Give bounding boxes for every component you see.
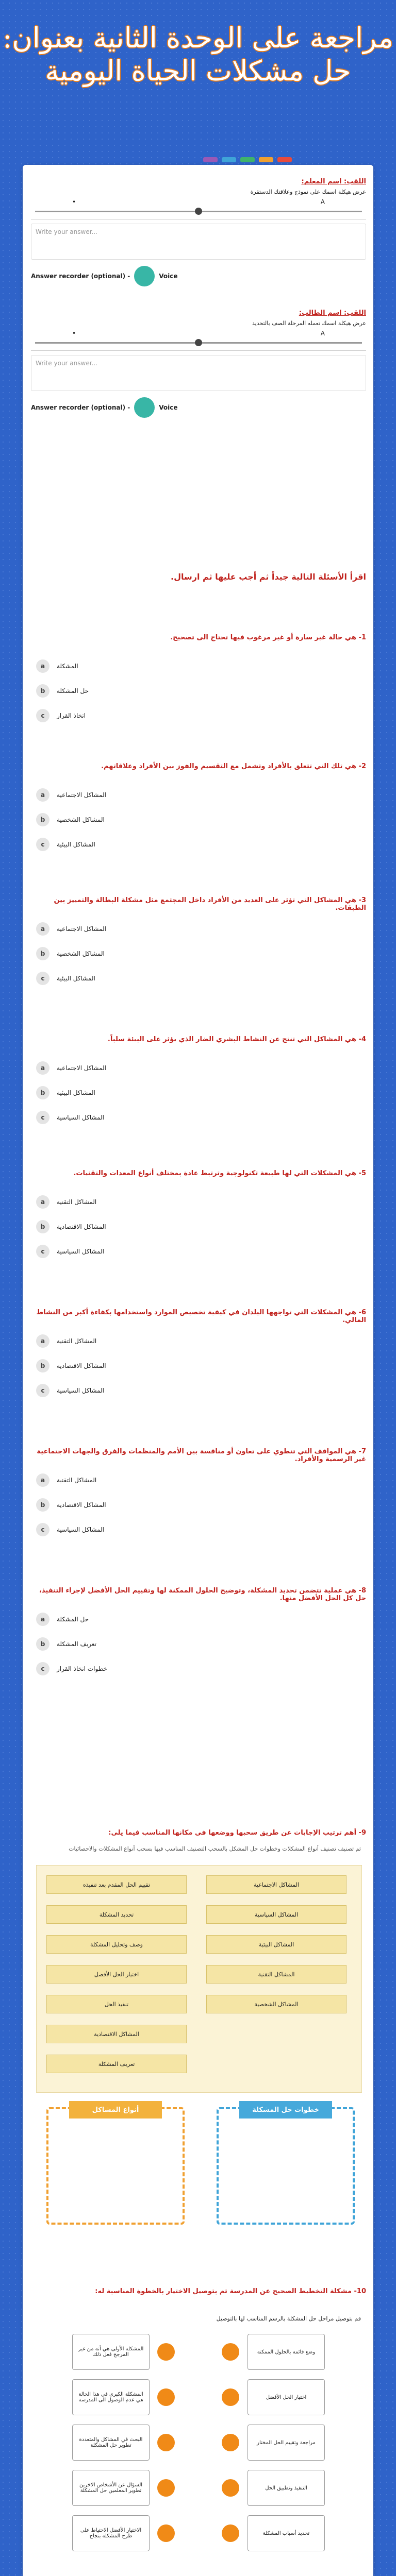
drag-chip[interactable]: تنفيذ الحل [46, 1995, 187, 2013]
option-label: المشاكل السياسية [57, 1248, 104, 1255]
option-letter: a [36, 659, 50, 673]
drop-zone-types-header: أنواع المشاكل [69, 2101, 162, 2119]
option-letter: b [36, 684, 50, 698]
drag-chip[interactable]: المشاكل الشخصية [206, 1995, 346, 2013]
question-7: 7- هي المواقف التي تنطوي على تعاون أو منافسة بين الأمم والمنظمات والفرق والجهات الاجتماعية غير الرسمية والأفراد. [37, 1448, 366, 1463]
match-left-item[interactable]: البحث في المشاكل والمتعددة تطوير حل المشكلة [72, 2425, 150, 2461]
option-label: اتخاذ القرار [57, 712, 86, 719]
color-deco [103, 155, 294, 160]
option-label: تعريف المشكلة [57, 1640, 96, 1648]
teacher-recorder [31, 266, 366, 286]
option-letter: c [36, 838, 50, 851]
recorder-label: Answer recorder (optional) - [31, 404, 130, 411]
option-label: المشاكل الشخصية [57, 816, 105, 823]
match-left-item[interactable]: السؤال عن الأشخاص الاخرين تطوير المعلمين حل المشكلة [72, 2470, 150, 2506]
drag-chip[interactable]: تحديد المشكلة [46, 1905, 187, 1924]
question-6-option[interactable] [36, 1384, 104, 1397]
recorder-label: Answer recorder (optional) - [31, 273, 130, 280]
q9-text: 9- أهم ترتيب الإجابات عن طريق سحبها ووضعها في مكانها المناسب فيما يلي: [108, 1829, 366, 1837]
teacher-slider[interactable]: A • [31, 195, 366, 219]
match-right-dot[interactable] [222, 2388, 239, 2406]
deco-swatch [277, 157, 292, 162]
student-slider[interactable]: A • [31, 327, 366, 351]
drag-chip[interactable]: وصف وتحليل المشكلة [46, 1935, 187, 1954]
option-label: المشاكل الاجتماعية [57, 1064, 106, 1072]
question-4-option[interactable] [36, 1086, 95, 1099]
question-1-option[interactable] [36, 659, 78, 673]
option-label: المشاكل الاقتصادية [57, 1501, 106, 1509]
match-left-dot[interactable] [157, 2388, 175, 2406]
option-letter: b [36, 947, 50, 960]
q10-text: 10- مشكلة التخطيط الصحيح عن المدرسة تم بتوصيل الاختيار بالخطوة المناسبة له: [95, 2287, 366, 2295]
question-3-option[interactable] [36, 947, 105, 960]
option-letter: a [36, 1473, 50, 1487]
question-4: 4- هي المشاكل التي تنتج عن النشاط البشري الضار الذي يؤثر على البيئة سلباً. [107, 1036, 366, 1043]
match-right-dot[interactable] [222, 2434, 239, 2451]
question-2-option[interactable] [36, 813, 105, 826]
option-label: المشاكل البيئية [57, 841, 95, 848]
match-right-item[interactable]: تحديد أسباب المشكلة [248, 2515, 325, 2551]
option-label: المشاكل السياسية [57, 1387, 104, 1394]
question-3-option[interactable] [36, 972, 95, 985]
option-label: حل المشكلة [57, 687, 89, 694]
teacher-answer-input[interactable]: Write your answer... [31, 224, 366, 260]
option-letter: c [36, 1111, 50, 1124]
question-3-option[interactable] [36, 922, 106, 936]
question-7-option[interactable] [36, 1523, 104, 1536]
option-label: المشكلة [57, 663, 78, 670]
option-label: المشاكل التقنية [57, 1477, 97, 1484]
option-letter: a [36, 1061, 50, 1075]
question-6-option[interactable] [36, 1359, 106, 1372]
question-8-option[interactable] [36, 1613, 89, 1626]
voice-record-button[interactable] [134, 266, 155, 286]
deco-swatch [259, 157, 273, 162]
drop-zone-steps-header: خطوات حل المشكلة [239, 2101, 332, 2119]
match-left-item[interactable]: الاختيار الأفضل الاحتياط على طرح المشكلة بنجاح [72, 2515, 150, 2551]
match-right-item[interactable]: اختيار الحل الأفضل [248, 2379, 325, 2415]
option-label: المشاكل الاجتماعية [57, 925, 106, 933]
match-left-item[interactable]: المشكلة الكبرى في هذا الحالة هي عدم الوصول الى المدرسة [72, 2379, 150, 2415]
q9-sub: ثم تصنيف تصنيف أنواع المشكلات وخطوات حل المشكل بالسحب التصنيف المناسب فيها بسحب أنواع المشكلات والاحصائيات [69, 1845, 361, 1852]
question-4-option[interactable] [36, 1061, 106, 1075]
voice-record-button[interactable] [134, 397, 155, 418]
deco-swatch [222, 157, 236, 162]
teacher-label: اللقب: اسم المعلم: [301, 178, 366, 185]
student-answer-input[interactable]: Write your answer... [31, 355, 366, 391]
match-right-dot[interactable] [222, 2524, 239, 2542]
student-recorder [31, 397, 366, 418]
question-6: 6- هي المشكلات التي تواجهها البلدان في كيفية تخصيص الموارد واستخدامها بكفاءة أكبر من النشاط المالي. [36, 1309, 366, 1324]
question-7-option[interactable] [36, 1498, 106, 1512]
option-label: المشاكل الاقتصادية [57, 1223, 106, 1230]
voice-label: Voice [159, 404, 178, 411]
match-right-item[interactable]: التنفيذ وتطبيق الحل [248, 2470, 325, 2506]
option-letter: b [36, 813, 50, 826]
drag-chip[interactable]: المشاكل السياسية [206, 1905, 346, 1924]
drag-chip[interactable]: المشاكل التقنية [206, 1965, 346, 1984]
option-letter: b [36, 1498, 50, 1512]
option-letter: c [36, 1662, 50, 1675]
match-left-item[interactable]: المشكلة الأولى هي أنه من غير المرجح فعل ذلك [72, 2334, 150, 2370]
question-5: 5- هي المشكلات التي لها طبيعة تكنولوجية وترتبط عادة بمختلف أنواع المعدات والتقنيات. [73, 1170, 366, 1177]
q10-sub: قم بتوصيل مراحل حل المشكلة بالرسم المناسب لها بالتوصيل [216, 2315, 361, 2322]
question-6-option[interactable] [36, 1334, 96, 1348]
option-label: المشاكل الاجتماعية [57, 791, 106, 799]
option-letter: a [36, 1334, 50, 1348]
teacher-sub: عرض هيكلة اسمك على نموذج وعلاقتك الدستقرة [250, 189, 366, 195]
question-2-option[interactable] [36, 788, 106, 802]
page-title: مراجعة على الوحدة الثانية بعنوان: حل مشكلات الحياة اليومية [3, 22, 393, 87]
option-label: المشاكل السياسية [57, 1114, 104, 1121]
drop-zone-types[interactable] [46, 2107, 185, 2225]
match-left-dot[interactable] [157, 2343, 175, 2361]
match-right-dot[interactable] [222, 2479, 239, 2497]
question-5-option[interactable] [36, 1195, 96, 1209]
slider-knob[interactable] [195, 208, 202, 215]
teacher-section [31, 178, 366, 286]
drag-chip[interactable]: تعريف المشكلة [46, 2055, 187, 2073]
option-letter: c [36, 972, 50, 985]
option-letter: b [36, 1220, 50, 1233]
option-label: المشاكل البيئية [57, 1089, 95, 1096]
option-letter: a [36, 1613, 50, 1626]
question-8: 8- هي عملية تتضمن تحديد المشكلة، وتوضيح الحلول الممكنة لها وتقييم الحل الأفضل لإجراء التنفيذ، حل كل الحل الأفضل منها. [39, 1587, 366, 1602]
drag-chip[interactable]: اختيار الحل الأفضل [46, 1965, 187, 1984]
option-label: المشاكل التقنية [57, 1337, 97, 1345]
drag-chip[interactable]: المشاكل الاجتماعية [206, 1875, 346, 1894]
option-label: المشاكل الاقتصادية [57, 1362, 106, 1369]
student-sub: عرض هيكلة اسمك تعمله المرحلة الصف بالتحديد [252, 320, 366, 327]
deco-swatch [240, 157, 255, 162]
option-letter: b [36, 1086, 50, 1099]
question-8-option[interactable] [36, 1637, 96, 1651]
student-label: اللقب: اسم الطالب: [299, 309, 366, 317]
student-section [31, 309, 366, 418]
option-label: خطوات اتخاذ القرار [57, 1665, 107, 1672]
slider-knob[interactable] [195, 339, 202, 346]
deco-swatch [203, 157, 218, 162]
option-letter: c [36, 1245, 50, 1258]
option-letter: c [36, 1523, 50, 1536]
option-letter: b [36, 1637, 50, 1651]
option-letter: c [36, 709, 50, 722]
match-right-dot[interactable] [222, 2343, 239, 2361]
question-1-option[interactable] [36, 684, 89, 698]
voice-label: Voice [159, 273, 178, 280]
match-right-item[interactable]: مراجعة وتقييم الحل المختار [248, 2425, 325, 2461]
match-left-dot[interactable] [157, 2524, 175, 2542]
question-8-option[interactable] [36, 1662, 107, 1675]
question-1-option[interactable] [36, 709, 86, 722]
drag-chip[interactable]: تقييم الحل المقدم بعد تنفيذه [46, 1875, 187, 1894]
option-letter: a [36, 1195, 50, 1209]
option-letter: a [36, 788, 50, 802]
question-5-option[interactable] [36, 1245, 104, 1258]
instructions: اقرأ الأسئلة التالية جيداً ثم أجب عليها ثم ارسال. [171, 572, 366, 582]
option-letter: a [36, 922, 50, 936]
question-4-option[interactable] [36, 1111, 104, 1124]
question-5-option[interactable] [36, 1220, 106, 1233]
match-left-dot[interactable] [157, 2434, 175, 2451]
option-letter: c [36, 1384, 50, 1397]
match-right-item[interactable]: وضع قائمة بالحلول الممكنة [248, 2334, 325, 2370]
question-2-option[interactable] [36, 838, 95, 851]
option-label: حل المشكلة [57, 1616, 89, 1623]
question-3: 3- هي المشاكل التي تؤثر على العديد من الأفراد داخل المجتمع مثل مشكلة البطالة والتمييز بين الطبقات. [54, 896, 366, 912]
question-2: 2- هي تلك التي تتعلق بالأفراد وتشمل مع التقسيم والفوز بين الأفراد وعلاقاتهم. [101, 762, 366, 770]
drag-chip[interactable]: المشاكل الاقتصادية [46, 2025, 187, 2043]
match-left-dot[interactable] [157, 2479, 175, 2497]
option-label: المشاكل السياسية [57, 1526, 104, 1533]
question-7-option[interactable] [36, 1473, 96, 1487]
drop-zone-steps[interactable] [217, 2107, 355, 2225]
option-letter: b [36, 1359, 50, 1372]
drag-chip[interactable]: المشاكل البيئية [206, 1935, 346, 1954]
option-label: المشاكل البيئية [57, 975, 95, 982]
question-1: 1- هي حالة غير سارة أو غير مرغوب فيها تحتاج الى تصحيح. [170, 634, 366, 641]
option-label: المشاكل الشخصية [57, 950, 105, 957]
option-label: المشاكل التقنية [57, 1198, 97, 1206]
